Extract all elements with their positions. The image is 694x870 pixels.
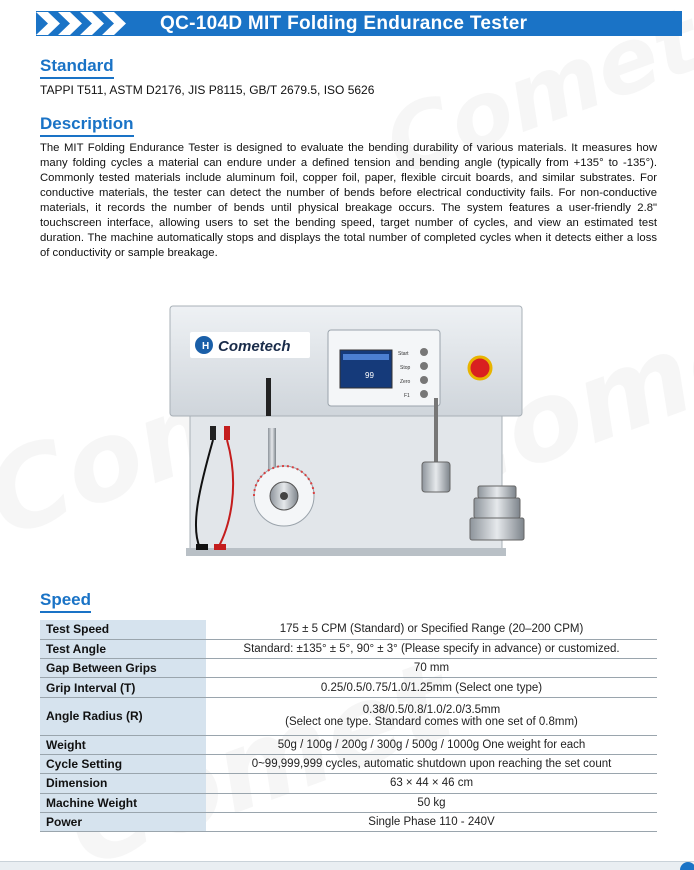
spec-key: Grip Interval (T) — [40, 678, 206, 697]
footer-bar — [0, 861, 694, 870]
spec-key: Gap Between Grips — [40, 659, 206, 678]
svg-text:Zero: Zero — [400, 379, 411, 385]
spec-key: Power — [40, 812, 206, 831]
chevron-arrows-icon — [36, 11, 136, 36]
spec-key: Test Angle — [40, 639, 206, 658]
svg-text:Start: Start — [398, 351, 409, 357]
speed-heading: Speed — [40, 590, 91, 613]
spec-key: Weight — [40, 735, 206, 754]
spec-value — [206, 697, 657, 735]
description-text: The MIT Folding Endurance Tester is designed to evaluate the bending durability of various materials. It measures how many folding cycles a material can endure under a defined tension and bending angle (typically from +135° to -135°). Commonly tested materials include aluminum foil, copper foil, paper, flexible circuit boards, and similar substrates. For conductive materials, the tester can detect the number of bends before electrical conductivity fails. For non-conductive materials, it records the number of bends until physical breakage occurs. The system features a user-friendly 2.8" touchscreen interface, allowing users to set the bending speed, target number of cycles, and view an estimated test duration. The machine automatically stops and displays the total number of completed cycles when it detects either a loss of conductivity or sample breakage. — [40, 142, 657, 259]
table-row — [40, 697, 657, 735]
table-row — [40, 774, 657, 793]
table-row — [40, 659, 657, 678]
spec-value-line: (Select one type. Standard comes with one set of 0.8mm) — [285, 716, 578, 729]
machine-image — [160, 286, 532, 572]
table-row — [40, 678, 657, 697]
standard-text: TAPPI T511, ASTM D2176, JIS P8115, GB/T 2679.5, ISO 5626 — [40, 83, 375, 97]
table-row — [40, 812, 657, 831]
spec-value: Standard: ±135° ± 5°, 90° ± 3° (Please specify in advance) or customized. — [206, 639, 657, 658]
table-row — [40, 620, 657, 639]
spec-table — [40, 620, 657, 832]
spec-key: Dimension — [40, 774, 206, 793]
footer-dot-icon — [680, 862, 694, 870]
svg-text:Stop: Stop — [400, 365, 411, 371]
table-row — [40, 639, 657, 658]
table-row — [40, 793, 657, 812]
spec-value: 50 kg — [206, 793, 657, 812]
spec-value: 70 mm — [206, 659, 657, 678]
spec-value: 50g / 100g / 200g / 300g / 500g / 1000g One weight for each — [206, 735, 657, 754]
spec-value-line: 0.38/0.5/0.8/1.0/2.0/3.5mm — [362, 704, 501, 717]
table-row — [40, 735, 657, 754]
spec-value: 0.25/0.5/0.75/1.0/1.25mm (Select one type) — [206, 678, 657, 697]
svg-text:99: 99 — [365, 371, 374, 380]
spec-key: Angle Radius (R) — [40, 697, 206, 735]
table-row — [40, 754, 657, 773]
spec-value: 0~99,999,999 cycles, automatic shutdown upon reaching the set count — [206, 754, 657, 773]
standard-heading: Standard — [40, 56, 114, 79]
title-bar — [36, 11, 682, 36]
spec-key: Cycle Setting — [40, 754, 206, 773]
page-title: QC-104D MIT Folding Endurance Tester — [160, 13, 528, 34]
machine-brand: Cometech — [218, 338, 291, 355]
spec-value: 63 × 44 × 46 cm — [206, 774, 657, 793]
svg-text:F1: F1 — [404, 393, 410, 399]
spec-value: Single Phase 110 - 240V — [206, 812, 657, 831]
svg-text:H: H — [202, 341, 210, 352]
description-heading: Description — [40, 114, 134, 137]
spec-key: Test Speed — [40, 620, 206, 639]
spec-key: Machine Weight — [40, 793, 206, 812]
spec-value: 175 ± 5 CPM (Standard) or Specified Range (20–200 CPM) — [206, 620, 657, 639]
